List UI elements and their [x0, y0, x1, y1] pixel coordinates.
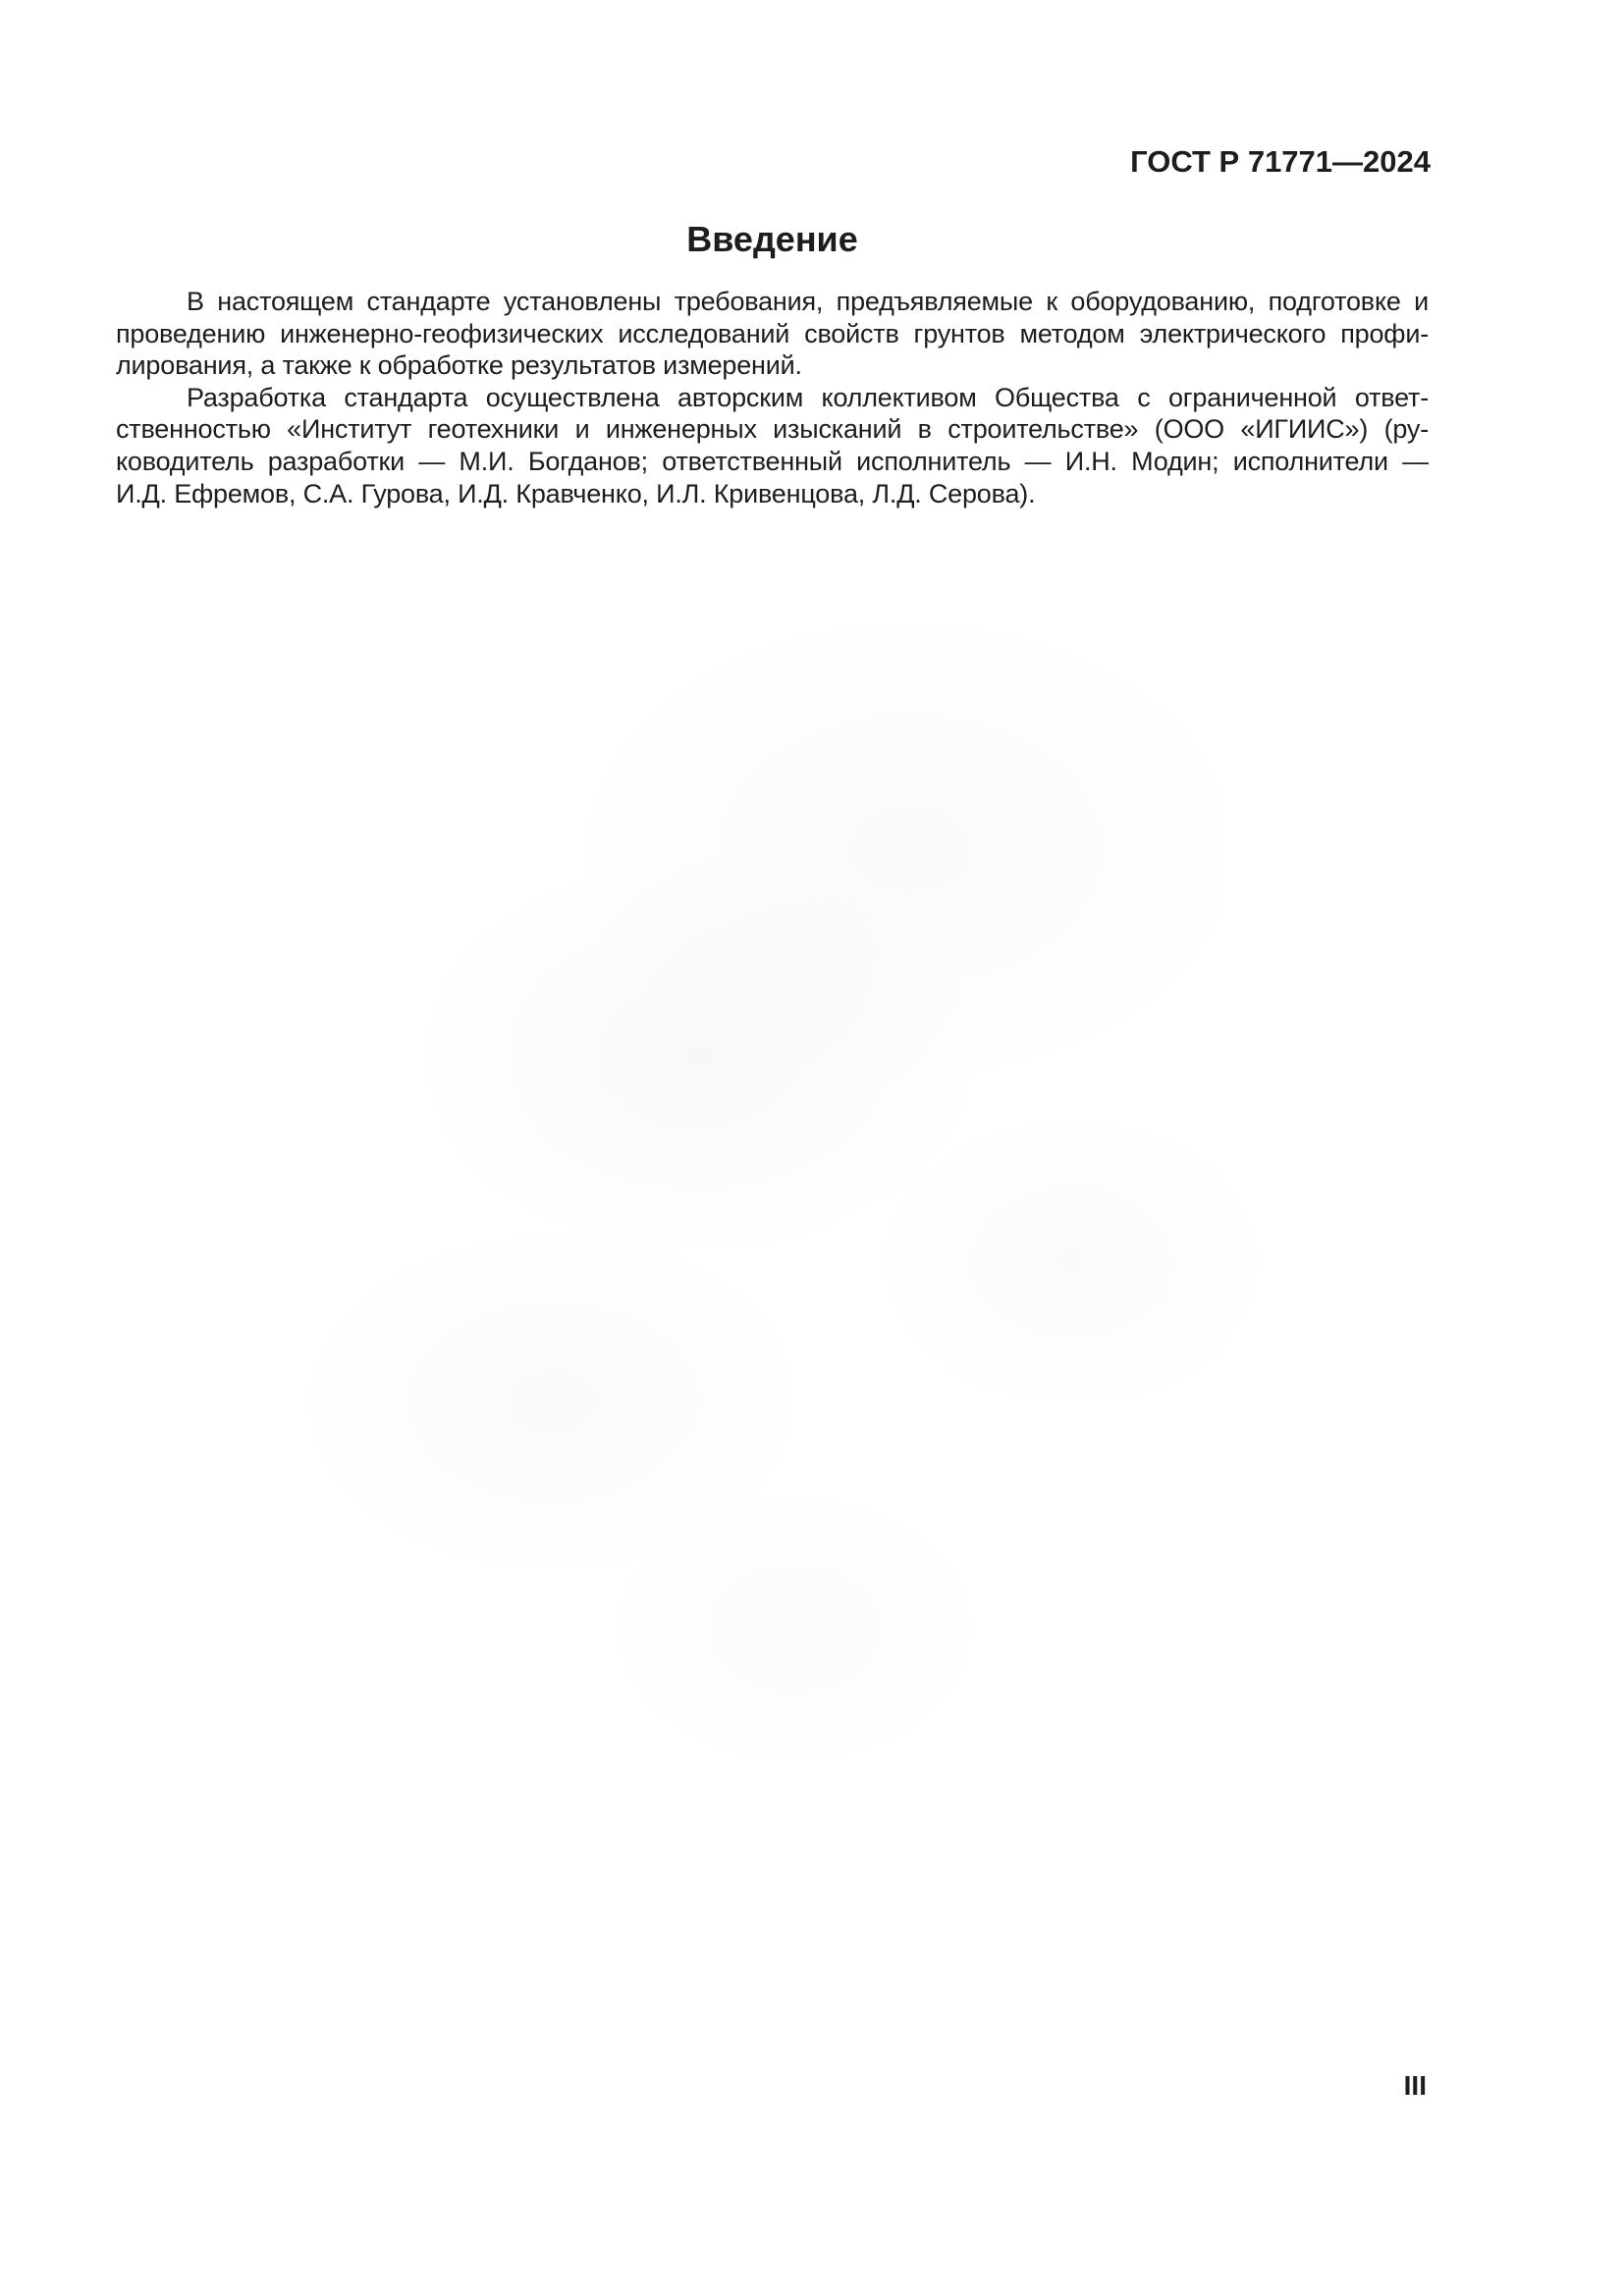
text-line: лирования, а также к обработке результатов измерений. [116, 350, 802, 381]
text-line: И.Д. Ефремов, С.А. Гурова, И.Д. Кравченко, И.Л. Кривенцова, Л.Д. Серова). [116, 478, 1036, 508]
body-text [116, 286, 1429, 509]
text-line: Разработка стандарта осуществлена авторским коллективом Общества с ограниченной ответ- [187, 382, 1429, 412]
text-line: проведению инженерно-геофизических исследований свойств грунтов методом электрического профи- [116, 318, 1429, 348]
page-number: III [1403, 2070, 1427, 2101]
text-line: ководитель разработки — М.И. Богданов; ответственный исполнитель — И.Н. Модин; исполнители — [116, 446, 1429, 476]
text-line: В настоящем стандарте установлены требования, предъявляемые к оборудованию, подготовке и [187, 287, 1429, 316]
paragraph [116, 382, 1429, 509]
section-title: Введение [686, 219, 858, 259]
document-code: ГОСТ Р 71771—2024 [1130, 144, 1431, 179]
paragraph [116, 286, 1429, 382]
text-line: ственностью «Институт геотехники и инженерных изысканий в строительстве» (ООО «ИГИИС») (ру- [116, 414, 1429, 445]
